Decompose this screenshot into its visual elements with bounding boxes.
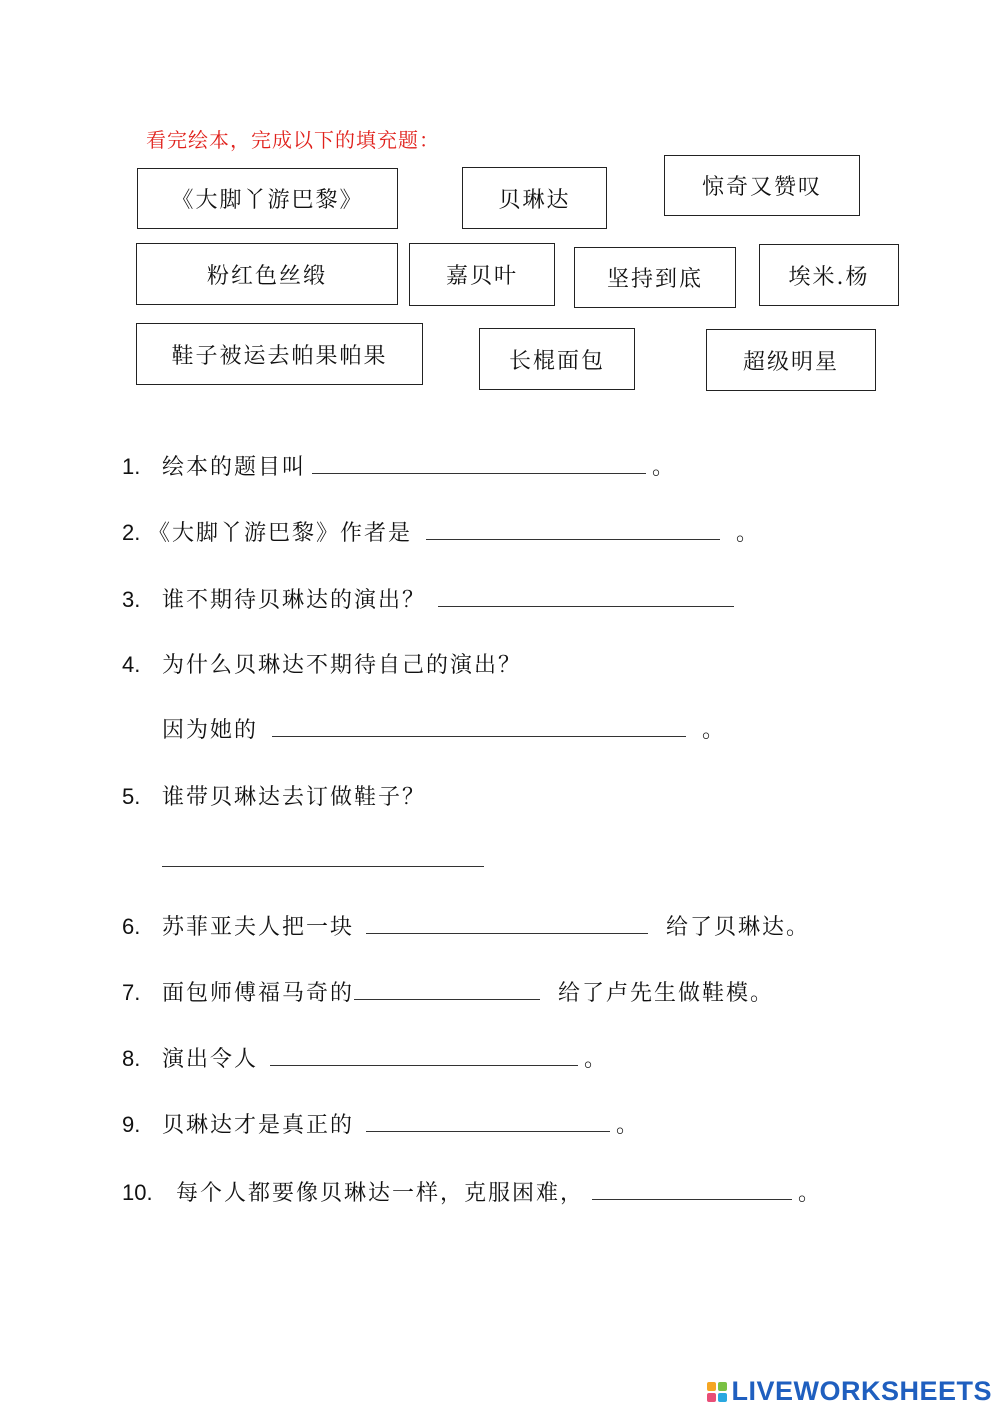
mark-square [707, 1393, 716, 1402]
question-5-answer-line [162, 848, 490, 867]
question-text: 为什么贝琳达不期待自己的演出？ [162, 653, 523, 678]
question-text: 每个人都要像贝琳达一样，克服困难， [176, 1181, 585, 1206]
answer-blank[interactable] [272, 718, 686, 737]
word-bank-item[interactable]: 埃米.杨 [759, 244, 899, 306]
instruction-text: 看完绘本，完成以下的填充题： [146, 128, 440, 152]
question-7 [122, 976, 774, 1007]
question-text: 苏菲亚夫人把一块 [162, 915, 355, 940]
question-number: 8. [122, 1046, 141, 1071]
question-number: 10. [122, 1180, 153, 1205]
question-2 [122, 516, 760, 547]
question-number: 5. [122, 784, 141, 809]
answer-blank[interactable] [366, 1113, 610, 1132]
question-number: 6. [122, 914, 141, 939]
liveworksheets-mark-icon [707, 1382, 727, 1402]
answer-blank[interactable] [366, 915, 648, 934]
answer-blank[interactable] [354, 981, 540, 1000]
word-bank-item[interactable]: 《大脚丫游巴黎》 [137, 168, 398, 229]
question-text: 谁带贝琳达去订做鞋子？ [162, 785, 427, 810]
word-bank-item[interactable]: 粉红色丝缎 [136, 243, 398, 305]
question-10 [122, 1176, 822, 1207]
question-text: 《大脚丫游巴黎》作者是 [148, 521, 413, 546]
question-6 [122, 910, 810, 941]
question-suffix: 。 [798, 1181, 823, 1206]
question-suffix: 给了贝琳达。 [666, 915, 811, 940]
question-number: 3. [122, 587, 141, 612]
question-text: 绘本的题目叫 [162, 455, 307, 480]
liveworksheets-logo-text: LIVEWORKSHEETS [731, 1376, 992, 1406]
word-bank-item[interactable]: 贝琳达 [462, 167, 607, 229]
question-1 [122, 450, 676, 481]
answer-blank[interactable] [162, 848, 484, 867]
question-text: 贝琳达才是真正的 [162, 1113, 355, 1138]
word-bank-item[interactable]: 嘉贝叶 [409, 243, 555, 306]
answer-blank[interactable] [426, 521, 720, 540]
question-3 [122, 583, 740, 614]
mark-square [718, 1393, 727, 1402]
mark-square [718, 1382, 727, 1391]
word-bank-item[interactable]: 超级明星 [706, 329, 876, 391]
question-number: 9. [122, 1112, 141, 1137]
question-number: 1. [122, 454, 141, 479]
question-text: 演出令人 [162, 1047, 259, 1072]
question-8 [122, 1042, 608, 1073]
word-bank-item[interactable]: 长棍面包 [479, 328, 635, 390]
question-text: 谁不期待贝琳达的演出？ [162, 588, 427, 613]
word-bank-item[interactable]: 鞋子被运去帕果帕果 [136, 323, 423, 385]
word-bank-item[interactable]: 惊奇又赞叹 [664, 155, 860, 216]
question-suffix: 。 [702, 718, 727, 743]
mark-square [707, 1382, 716, 1391]
liveworksheets-logo [707, 1376, 992, 1407]
question-suffix: 。 [584, 1047, 609, 1072]
question-4 [122, 648, 522, 679]
answer-blank[interactable] [312, 455, 646, 474]
question-suffix: 。 [652, 455, 677, 480]
answer-blank[interactable] [592, 1181, 792, 1200]
question-5 [122, 780, 426, 811]
question-9 [122, 1108, 640, 1139]
answer-blank[interactable] [270, 1047, 578, 1066]
question-text: 因为她的 [162, 718, 259, 743]
question-number: 7. [122, 980, 141, 1005]
word-bank-item[interactable]: 坚持到底 [574, 247, 736, 308]
question-suffix: 。 [616, 1113, 641, 1138]
question-text: 面包师傅福马奇的 [162, 981, 355, 1006]
question-4-answer-line [162, 713, 726, 744]
question-suffix: 给了卢先生做鞋模。 [558, 981, 775, 1006]
question-suffix: 。 [736, 521, 761, 546]
question-number: 2. [122, 520, 141, 545]
answer-blank[interactable] [438, 588, 734, 607]
question-number: 4. [122, 652, 141, 677]
